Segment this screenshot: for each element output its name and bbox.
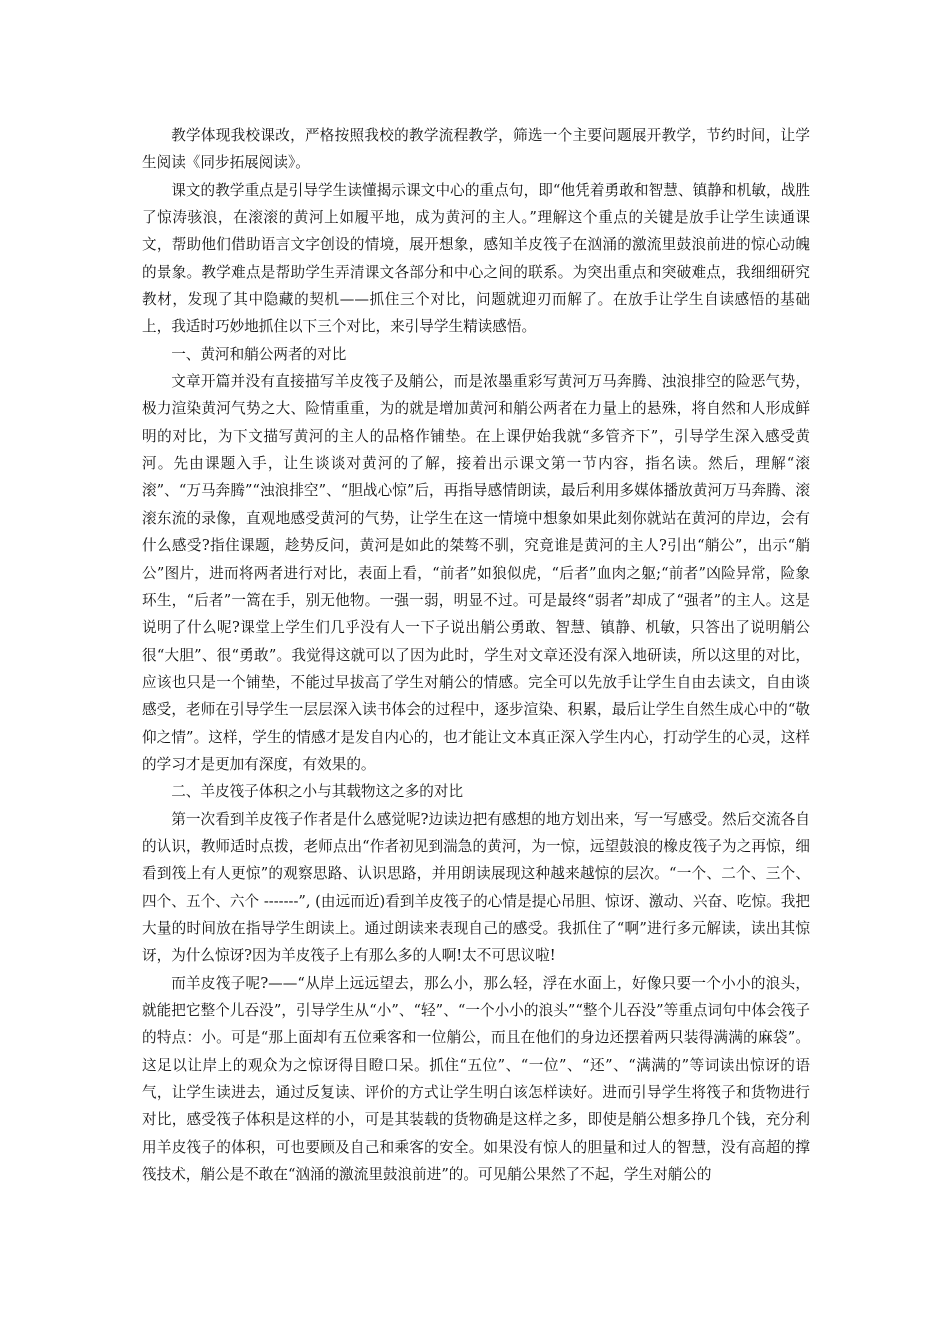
section-heading-1: 一、黄河和艄公两者的对比 [171, 345, 347, 363]
paragraph-intro: 教学体现我校课改，严格按照我校的教学流程教学，筛选一个主要问题展开教学，节约时间，让学生阅读《同步拓展阅读》。 [142, 127, 810, 172]
paragraph-teaching-focus: 课文的教学重点是引导学生读懂揭示课文中心的重点句，即“他凭着勇敢和智慧、镇静和机敏，战胜了惊涛骇浪，在滚滚的黄河上如履平地，成为黄河的主人。”理解这个重点的关键是放手让学生读通课文，帮助他们借助语言文字创设的情境，展开想象，感知羊皮筏子在汹涌的激流里鼓浪前进的惊心动魄的景象。教学难点是帮助学生弄清课文各部分和中心之间的联系。为突出重点和突破难点，我细细研究教材，发现了其中隐藏的契机——抓住三个对比，问题就迎刃而解了。在放手让学生自读感悟的基础上，我适时巧妙地抓住以下三个对比，来引导学生精读感悟。 [142, 181, 810, 336]
paragraph-section-1: 文章开篇并没有直接描写羊皮筏子及艄公，而是浓墨重彩写黄河万马奔腾、浊浪排空的险恶气势，极力渲染黄河气势之大、险情重重，为的就是增加黄河和艄公两者在力量上的悬殊，将自然和人形成鲜明的对比，为下文描写黄河的主人的品格作铺垫。在上课伊始我就“多管齐下”，引导学生深入感受黄河。先由课题入手，让生谈谈对黄河的了解，接着出示课文第一节内容，指名读。然后，理解“滚滚”、“万马奔腾”“浊浪排空”、“胆战心惊”后，再指导感情朗读，最后利用多媒体播放黄河万马奔腾、滚滚东流的录像，直观地感受黄河的气势，让学生在这一情境中想象如果此刻你就站在黄河的岸边，会有什么感受?指住课题，趁势反问，黄河是如此的桀骜不驯，究竟谁是黄河的主人?引出“艄公”，出示“艄公”图片，进而将两者进行对比，表面上看，“前者”如狼似虎，“后者”血肉之躯;“前者”凶险异常，险象环生，“后者”一篙在手，别无他物。一强一弱，明显不过。可是最终“弱者”却成了“强者”的主人。这是说明了什么呢?课堂上学生们几乎没有人一下子说出艄公勇敢、智慧、镇静、机敏，只答出了说明艄公很“大胆”、很“勇敢”。我觉得这就可以了因为此时，学生对文章还没有深入地研读，所以这里的对比，应该也只是一个铺垫，不能过早拔高了学生对艄公的情感。完全可以先放手让学生自由去读文，自由谈感受，老师在引导学生一层层深入读书体会的过程中，逐步渲染、积累，最后让学生自然生成心中的“敬仰之情”。这样，学生的情感才是发自内心的，也才能让文本真正深入学生内心，打动学生的心灵，这样的学习才是更加有深度，有效果的。 [142, 373, 810, 773]
section-heading-2: 二、羊皮筏子体积之小与其载物这之多的对比 [171, 783, 464, 801]
paragraph-section-2b: 而羊皮筏子呢?——“从岸上远远望去，那么小，那么轻，浮在水面上，好像只要一个小小的浪头，就能把它整个儿吞没”，引导学生从“小”、“轻”、“一个小小的浪头”“整个儿吞没”等重点词句中体会筏子的特点：小。可是“那上面却有五位乘客和一位艄公，而且在他们的身边还摆着两只装得满满的麻袋”。这足以让岸上的观众为之惊讶得目瞪口呆。抓住“五位”、“一位”、“还”、“满满的”等词读出惊讶的语气，让学生读进去，通过反复读、评价的方式让学生明白该怎样读好。进而引导学生将筏子和货物进行对比，感受筏子体积是这样的小，可是其装载的货物确是这样之多，即使是艄公想多挣几个钱，充分利用羊皮筏子的体积，可也要顾及自己和乘客的安全。如果没有惊人的胆量和过人的智慧，没有高超的撑筏技术，艄公是不敢在“汹涌的激流里鼓浪前进”的。可见艄公果然了不起，学生对艄公的 [142, 974, 810, 1184]
paragraph-section-2a: 第一次看到羊皮筏子作者是什么感觉呢?边读边把有感想的地方划出来，写一写感受。然后交流各自的认识，教师适时点拨，老师点出“作者初见到湍急的黄河，为一惊，远望鼓浪的橡皮筏子为之再惊，细看到筏上有人更惊”的观察思路、认识思路，并用朗读展现这种越来越惊的层次。“一个、二个、三个、四个、五个、六个 -------”, (由远而近)看到羊皮筏子的心情是提心吊胆、惊讶、激动、兴奋、吃惊。我把大量的时间放在指导学生朗读上。通过朗读来表现自己的感受。我抓住了“啊”进行多元解读，读出其惊讶，为什么惊讶?因为羊皮筏子上有那么多的人啊!太不可思议啦! [142, 810, 810, 965]
document-body [142, 122, 810, 1188]
